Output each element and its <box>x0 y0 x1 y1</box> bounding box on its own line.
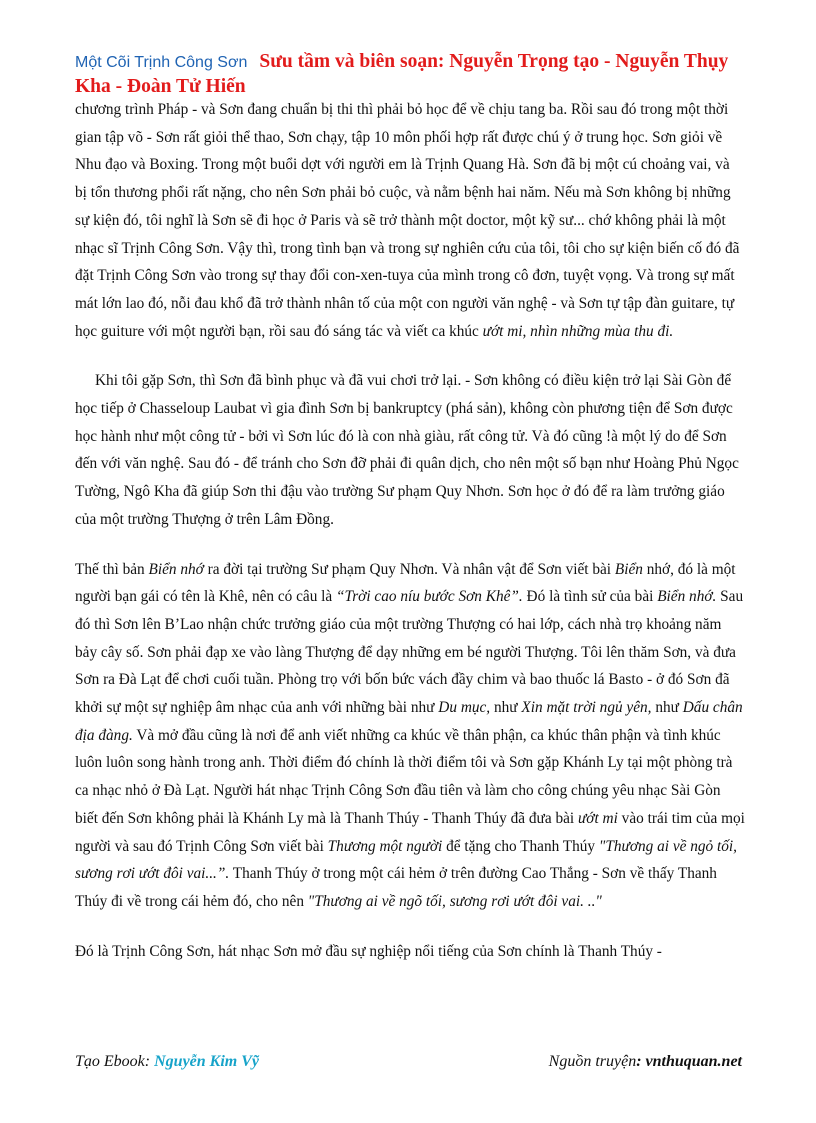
song-title: Biển <box>614 560 643 578</box>
ebook-separator: : <box>144 1053 155 1070</box>
song-title: Thương một người <box>327 837 443 855</box>
lyric-quote: “Trời cao níu bước Sơn Khê”. <box>336 588 523 606</box>
song-title: Dấu chân địa đàng. <box>75 699 743 744</box>
paragraph-3 <box>75 556 745 916</box>
song-title: Biển nhớ <box>148 560 204 578</box>
paragraph-4: Đó là Trịnh Công Sơn, hát nhạc Sơn mở đầu sự nghiệp nổi tiếng của Sơn chính là Thanh Thúy - <box>75 942 662 960</box>
book-title: Một Cõi Trịnh Công Sơn <box>75 54 248 71</box>
lyric-quote: "Thương ai về ngỏ tối, sương rơi ướt đôi vai...”. <box>75 837 737 883</box>
song-title: ướt mi, nhìn những mùa thu đi. <box>482 322 674 340</box>
text-span: Thế thì bản <box>75 560 149 578</box>
text-span: ra đời tại trường Sư phạm Quy Nhơn. Và nhân vật để Sơn viết bài <box>203 560 615 578</box>
lyric-quote: "Thương ai về ngõ tối, sương rơi ướt đôi vai. .." <box>307 892 602 910</box>
song-title: Biển nhớ. <box>657 588 717 606</box>
ebook-creator-name: Nguyễn Kim Vỹ <box>154 1053 259 1070</box>
song-title: Xin mặt trời ngủ yên, <box>521 699 652 717</box>
source-site[interactable]: vnthuquan.net <box>645 1053 742 1070</box>
text-span: nhớ, đó là một người bạn gái có tên là Khê, nên có câu là <box>75 560 736 606</box>
song-title: Du mục, <box>438 699 491 717</box>
text-span: như <box>651 699 683 717</box>
page-header <box>75 50 755 100</box>
text-span: Sau đó thì Sơn lên B’Lao nhận chức trưởng giáo của một trường Thượng có hai lớp, cách nhà trọ khoảng năm bảy cây số. Sơn phải đạp xe vào làng Thượng để dạy những em bé người Thượng. Tôi lên thăm Sơn, và đưa Sơn ra Đà Lạt để chơi cuối tuần. Phòng trọ với bốn bức vách đầy chim và bao thuốc lá Basto - ở đó Sơn đã khởi sự một sự nghiệp âm nhạc của anh với những bài như <box>75 588 744 717</box>
document-body <box>75 96 745 965</box>
text-span: Và mở đầu cũng là nơi để anh viết những ca khúc về thân phận, ca khúc thân phận và tình khúc luôn luôn song hành trong anh. Thời điểm đó chính là thời điểm tôi và Sơn gặp Khánh Ly tại một phòng trà ca nhạc nhỏ ở Đà Lạt. Người hát nhạc Trịnh Công Sơn đầu tiên và làm cho công chúng yêu nhạc Sài Gòn biết đến Sơn không phải là Khánh Ly mà là Thanh Thúy - Thanh Thúy đã đưa bài <box>75 726 733 827</box>
song-title: ướt mi <box>577 809 618 827</box>
source-separator: : <box>636 1053 646 1070</box>
text-span: vào trái tim của mọi người và sau đó Trịnh Công Sơn viết bài <box>75 809 745 855</box>
compiler-credits: Sưu tầm và biên soạn: Nguyễn Trọng tạo - Nguyễn Thụy Kha - Đoàn Tử Hiến <box>75 51 729 97</box>
source-credit <box>549 1053 742 1071</box>
text-span: để tặng cho Thanh Thúy <box>442 837 599 855</box>
paragraph-2: Khi tôi gặp Sơn, thì Sơn đã bình phục và đã vui chơi trở lại. - Sơn không có điều kiện trở lại Sài Gòn để học tiếp ở Chasseloup Laubat vì gia đình Sơn bị bankruptcy (phá sản), không còn phương tiện để Sơn được học hành như một công tử - bởi vì Sơn lúc đó là con nhà giàu, rất công tử. Và đó cũng !à một lý do để Sơn đến với văn nghệ. Sau đó - để tránh cho Sơn đỡ phải đi quân dịch, cho nên một số bạn như Hoàng Phủ Ngọc Tường, Ngô Kha đã giúp Sơn thi đậu vào trường Sư phạm Quy Nhơn. Sơn học ở đó để ra làm trưởng giáo của một trường Thượng ở trên Lâm Đồng. <box>75 372 739 528</box>
text-span: chương trình Pháp - và Sơn đang chuẩn bị thi thì phải bỏ học để về chịu tang ba. Rồi sau đó trong một thời gian tập võ - Sơn rất giỏi thể thao, Sơn chạy, tập 10 môn phối hợp rất được chú ý ở trung học. Sơn giỏi về Nhu đạo và Boxing. Trong một buổi dợt với người em là Trịnh Quang Hà. Sơn đã bị một cú choảng vai, và bị tổn thương phổi rất nặng, cho nên Sơn phải bỏ cuộc, và nằm bệnh hai năm. Nếu mà Sơn không bị những sự kiện đó, tôi nghĩ là Sơn sẽ đi học ở Paris và sẽ trở thành một doctor, một kỹ sư... chớ không phải là một nhạc sĩ Trịnh Công Sơn. Vậy thì, trong tình bạn và trong sự nghiên cứu của tôi, tôi cho sự kiện biến cố đó đã đặt Trịnh Công Sơn vào trong sự thay đổi con-xen-tuya của mình trong cô đơn, tuyệt vọng. Và trong sự mất mát lớn lao đó, nỗi đau khổ đã trở thành nhân tố của một con người văn nghệ - và Sơn tự tập đàn guitare, tự học guiture với một người bạn, rồi sau đó sáng tác và viết ca khúc <box>75 101 740 340</box>
paragraph-1 <box>75 96 745 345</box>
ebook-credit <box>75 1053 259 1071</box>
text-span: như <box>490 699 522 717</box>
ebook-label: Tạo Ebook <box>75 1053 145 1070</box>
text-span: Thanh Thúy ở trong một cái hẻm ở trên đường Cao Thắng - Sơn về thấy Thanh Thúy đi về trong cái hẻm đó, cho nên <box>75 865 717 910</box>
text-span: Đó là tình sử của bài <box>522 588 658 606</box>
source-label: Nguồn truyện <box>548 1053 637 1070</box>
